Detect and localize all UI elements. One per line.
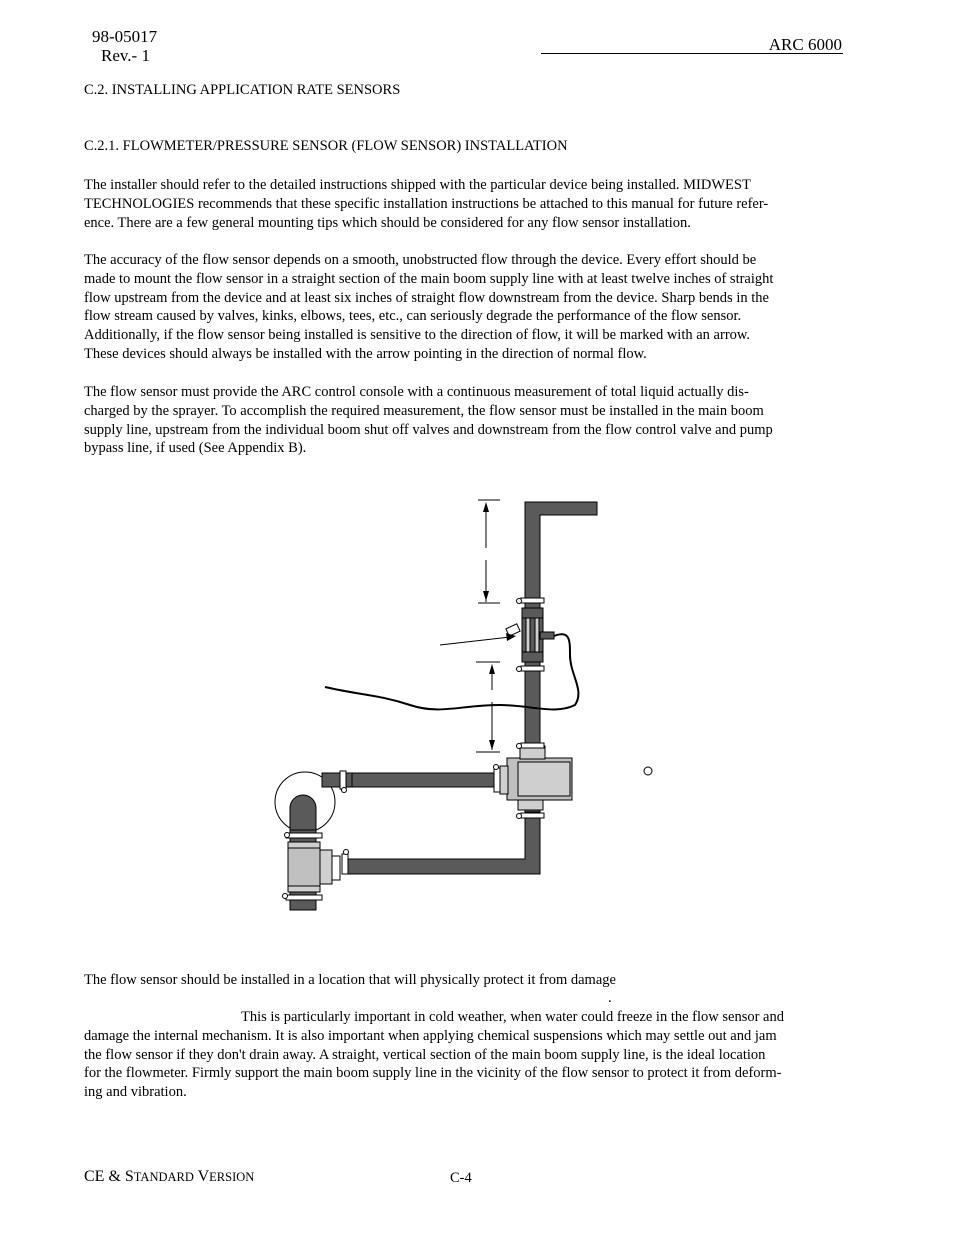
doc-number: 98-05017 — [92, 27, 158, 46]
text-line: Additionally, if the flow sensor being installed is sensitive to the direction of flow, it will be marked with an arrow. — [84, 327, 751, 344]
text-line: ing and vibration. — [84, 1084, 187, 1101]
paragraph-location — [84, 1008, 844, 1102]
paragraph-accuracy — [84, 251, 844, 364]
page-number: C-4 — [450, 1170, 472, 1186]
section-c2-title: C.2. INSTALLING APPLICATION RATE SENSORS — [84, 82, 401, 98]
text-line: for the flowmeter. Firmly support the main boom supply line in the vicinity of the flow sensor to protect it from deform- — [84, 1065, 782, 1082]
upper-elbow-pipe — [525, 502, 597, 600]
text-line: The installer should refer to the detailed instructions shipped with the particular device being installed. MIDWEST — [84, 177, 751, 193]
edition-part: TANDARD — [133, 1170, 194, 1184]
paragraph-instructions — [84, 176, 844, 232]
text-line: flow upstream from the device and at least six inches of straight flow downstream from the device. Sharp bends in the — [84, 289, 769, 306]
lower-return-pipe — [348, 812, 540, 874]
text-line: This is particularly important in cold weather, when water could freeze in the flow sensor and — [241, 1009, 784, 1025]
pump-inlet-elbow — [290, 795, 316, 830]
text-line: flow stream caused by valves, kinks, elbows, tees, etc., can seriously degrade the performance of the flow sensor. — [84, 308, 742, 325]
text-line: TECHNOLOGIES recommends that these specific installation instructions be attached to this manual for future refer- — [84, 195, 769, 212]
legend-circle-marker — [644, 767, 652, 775]
text-line: bypass line, if used (See Appendix B). — [84, 440, 307, 457]
text-line: charged by the sprayer. To accomplish the required measurement, the flow sensor must be installed in the main boom — [84, 402, 764, 419]
text-line: the flow sensor if they don't drain away. A straight, vertical section of the main boom supply line, is the ideal location — [84, 1046, 766, 1063]
pump-outlet — [322, 773, 352, 787]
stray-period: . — [608, 990, 612, 1006]
paragraph-measurement — [84, 383, 844, 458]
text-line: These devices should always be installed with the arrow pointing in the direction of normal flow. — [84, 345, 647, 362]
flow-sensor-installation-diagram — [270, 490, 670, 920]
product-name: ARC 6000 — [768, 35, 842, 54]
text-line: damage the internal mechanism. It is also important when applying chemical suspensions which may settle out and jam — [84, 1027, 777, 1044]
footer-edition — [84, 1168, 254, 1186]
text-line: made to mount the flow sensor in a straight section of the main boom supply line with at least twelve inches of straight — [84, 270, 774, 287]
text-line: supply line, upstream from the individual boom shut off valves and downstream from the flow control valve and pump — [84, 421, 773, 438]
strainer-body — [288, 848, 320, 886]
header-doc-info — [92, 27, 157, 65]
text-line: The accuracy of the flow sensor depends on a smooth, unobstructed flow through the device. Every effort should be — [84, 252, 757, 268]
edition-part: ERSION — [209, 1170, 255, 1184]
paragraph-location-first: The flow sensor should be installed in a location that will physically protect it from damage — [84, 972, 616, 988]
text-line: The flow sensor must provide the ARC control console with a continuous measurement of total liquid actually dis- — [84, 384, 749, 400]
text-line: ence. There are a few general mounting tips which should be considered for any flow sensor installation. — [84, 214, 691, 231]
section-c21-title: C.2.1. FLOWMETER/PRESSURE SENSOR (FLOW SENSOR) INSTALLATION — [84, 138, 568, 154]
edition-part: V — [193, 1168, 210, 1185]
revision: Rev.- 1 — [101, 46, 150, 65]
flow-sensor-body — [522, 608, 543, 618]
sensor-leader-line — [440, 637, 510, 645]
edition-part: CE & S — [84, 1168, 134, 1185]
valve-to-pump-pipe — [345, 773, 495, 787]
